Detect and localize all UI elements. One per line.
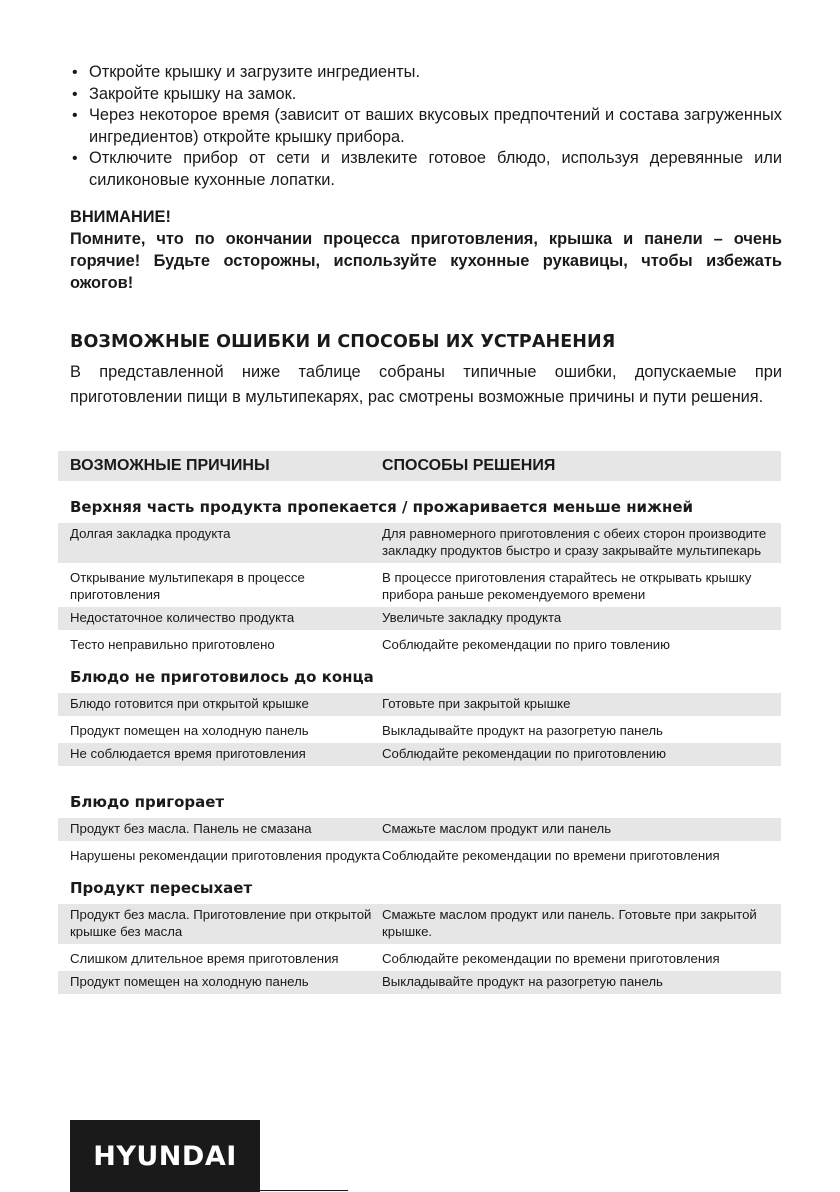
solution-cell: Увеличьте закладку продукта xyxy=(382,610,562,625)
solution-cell: Соблюдайте рекомендации по приготовлению xyxy=(382,746,667,761)
solution-cell: Готовьте при закрытой крышке xyxy=(382,696,571,711)
cause-cell: Недостаточное количество продукта xyxy=(70,610,295,625)
cause-cell: Продукт помещен на холодную панель xyxy=(70,723,309,738)
warning-text: Помните, что по окончании процесса приготовления, крышка и панели – очень горячие! Будьте осторожны, используйте кухонные рукавицы, чтобы избежать ожогов! xyxy=(70,229,782,292)
cause-cell: Продукт без масла. Приготовление при открытой крышке без масла xyxy=(70,907,372,939)
brand-logo: HYUNDAI xyxy=(70,1120,260,1192)
warning-title: ВНИМАНИЕ! xyxy=(70,207,171,226)
cause-cell: Продукт помещен на холодную панель xyxy=(70,974,309,989)
cause-cell: Блюдо готовится при открытой крышке xyxy=(70,696,309,711)
group-title: Верхняя часть продукта пропекается / прожаривается меньше нижней xyxy=(70,498,694,516)
instruction-item: • Откройте крышку и загрузите ингредиенты. xyxy=(70,62,782,84)
table-row xyxy=(58,693,781,716)
instruction-item: • Отключите прибор от сети и извлеките готовое блюдо, используя деревянные или силиконовые кухонные лопатки. xyxy=(70,148,782,191)
instruction-item: • Закройте крышку на замок. xyxy=(70,84,782,106)
solution-cell: Выкладывайте продукт на разогретую панель xyxy=(382,723,663,738)
table-row xyxy=(58,841,781,868)
solution-cell: Смажьте маслом продукт или панель. Готовьте при закрытой крышке. xyxy=(382,907,757,939)
instruction-item: • Через некоторое время (зависит от ваших вкусовых предпочтений и состава загруженных ингредиентов) откройте крышку прибора. xyxy=(70,105,782,148)
cause-cell: Долгая закладка продукта xyxy=(70,526,231,541)
cause-cell: Не соблюдается время приготовления xyxy=(70,746,306,761)
solution-cell: Выкладывайте продукт на разогретую панель xyxy=(382,974,663,989)
table-row xyxy=(58,523,781,563)
cause-cell: Нарушены рекомендации приготовления продукта xyxy=(70,848,381,863)
instruction-list xyxy=(70,62,782,192)
solution-cell: Для равномерного приготовления с обеих сторон производите закладку продуктов быстро и сразу закрывайте мультипекарь xyxy=(382,526,767,558)
solution-cell: В процессе приготовления старайтесь не открывать крышку прибора раньше рекомендуемого времени xyxy=(382,570,752,602)
group-title: Блюдо пригорает xyxy=(70,793,225,811)
solution-cell: Соблюдайте рекомендации по времени приготовления xyxy=(382,848,720,863)
table-header xyxy=(58,451,781,481)
table-row xyxy=(58,563,781,607)
page-content xyxy=(70,62,782,410)
cause-cell: Тесто неправильно приготовлено xyxy=(70,637,275,652)
cause-cell: Открывание мультипекаря в процессе приготовления xyxy=(70,570,305,602)
table-row xyxy=(58,944,781,971)
section-intro: В представленной ниже таблице собраны типичные ошибки, допускаемые при приготовлении пищи в мультипекарях, рас смотрены возможные причины и пути решения. xyxy=(70,362,782,406)
group-title: Продукт пересыхает xyxy=(70,879,253,897)
table-row xyxy=(58,607,781,630)
table-row xyxy=(58,716,781,743)
table-row xyxy=(58,818,781,841)
header-causes: ВОЗМОЖНЫЕ ПРИЧИНЫ xyxy=(70,457,270,474)
troubleshooting-table xyxy=(58,451,781,994)
solution-cell: Соблюдайте рекомендации по приго товлению xyxy=(382,637,670,652)
solution-cell: Соблюдайте рекомендации по времени приготовления xyxy=(382,951,720,966)
group-title: Блюдо не приготовилось до конца xyxy=(70,668,374,686)
cause-cell: Слишком длительное время приготовления xyxy=(70,951,339,966)
table-row xyxy=(58,904,781,944)
table-row xyxy=(58,971,781,994)
section-title: ВОЗМОЖНЫЕ ОШИБКИ И СПОСОБЫ ИХ УСТРАНЕНИЯ xyxy=(70,331,616,352)
footer-divider xyxy=(260,1190,348,1191)
solution-cell: Смажьте маслом продукт или панель xyxy=(382,821,612,836)
table-row xyxy=(58,743,781,766)
table-row xyxy=(58,630,781,657)
warning-block xyxy=(70,206,782,294)
header-solutions: СПОСОБЫ РЕШЕНИЯ xyxy=(382,457,556,474)
cause-cell: Продукт без масла. Панель не смазана xyxy=(70,821,312,836)
